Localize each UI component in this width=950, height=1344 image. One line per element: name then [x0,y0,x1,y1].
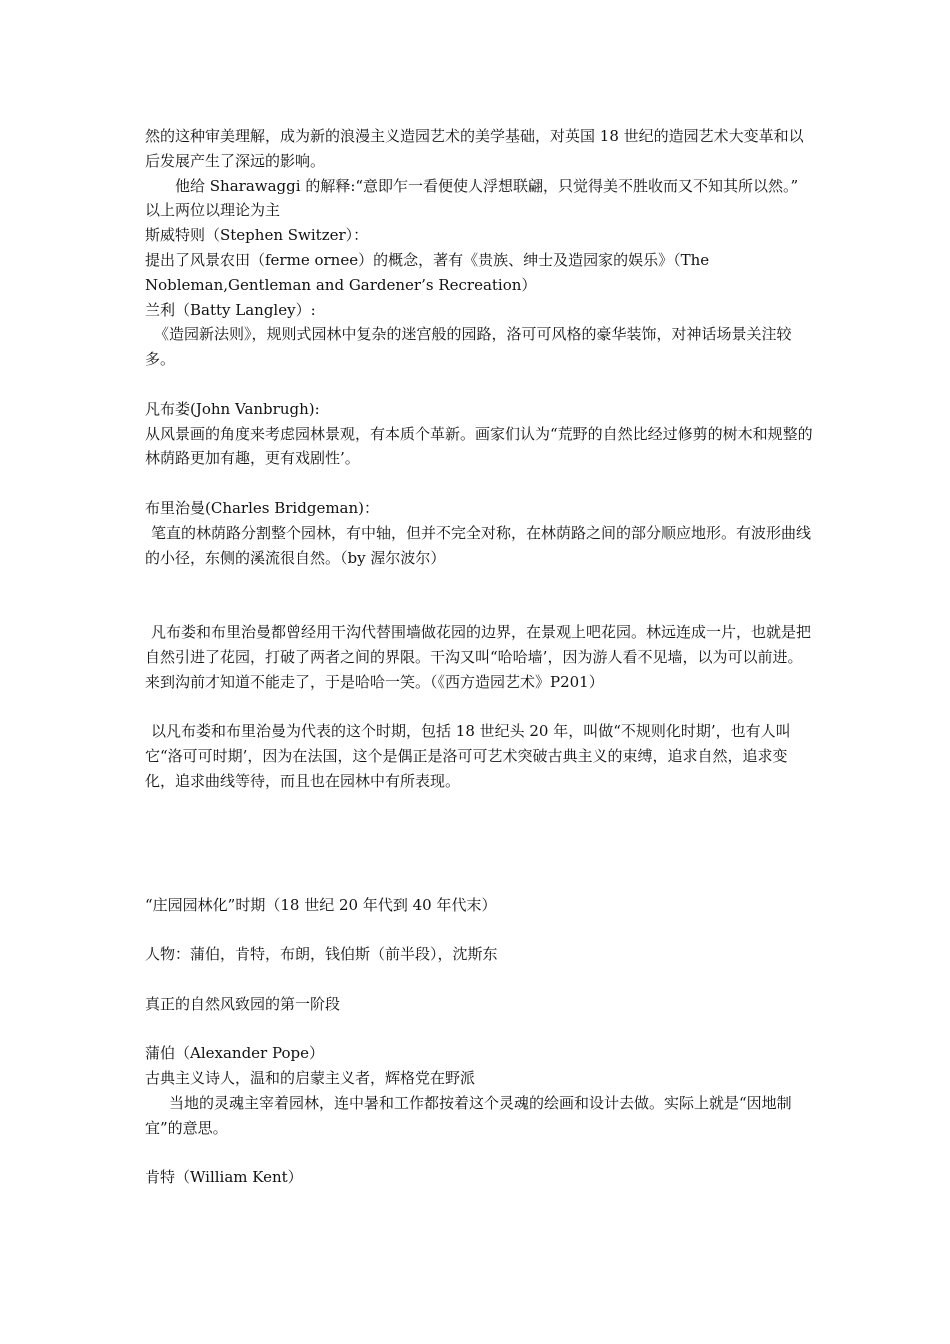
paragraph-sharawaggi: 他给 Sharawaggi 的解释:“意即乍一看便使人浮想联翩，只觉得美不胜收而又不知其所以然。” [175,176,799,195]
heading-kent: 肯特（William Kent） [145,1168,303,1187]
blank-line [145,1141,815,1166]
heading-estate-period: “庄园园林化”时期（18 世纪 20 年代到 40 年代末） [145,895,497,914]
blank-line [145,570,815,620]
paragraph-figures: 人物：蒲伯，肯特，布朗，钱伯斯（前半段），沈斯东 [145,945,498,964]
blank-line [145,918,815,943]
heading-langley: 兰利（Batty Langley）: [145,300,316,319]
heading-switzer: 斯威特则（Stephen Switzer）： [145,226,369,245]
paragraph-langley: 《造园新法则》，规则式园林中复杂的迷宫般的园路，洛可可风格的豪华装饰，对神话场景关注较多。 [145,325,792,369]
paragraph-theorists-note: 以上两位以理论为主 [145,201,281,220]
paragraph-bridgeman: 笔直的林荫路分割整个园林，有中轴，但并不完全对称，在林荫路之间的部分顺应地形。有波形曲线的小径，东侧的溪流很自然。（by 渥尔波尔） [145,523,812,567]
blank-line [145,694,815,719]
blank-line [145,372,815,397]
paragraph-vanbrugh: 从风景画的角度来考虑园林景观，有本质个革新。画家们认为“荒野的自然比经过修剪的树木和规整的林荫路更加有趣，更有戏剧性’。 [145,424,813,468]
heading-bridgeman: 布里治曼(Charles Bridgeman)： [145,498,379,517]
blank-line [145,843,815,893]
document-body [145,124,815,1190]
blank-line [145,1017,815,1042]
paragraph-pope-genius-loci: 当地的灵魂主宰着园林，连中暑和工作都按着这个灵魂的绘画和设计去做。实际上就是“因地制宜”的意思。 [145,1094,792,1137]
paragraph-first-stage: 真正的自然风致园的第一阶段 [145,994,341,1013]
paragraph-pope-bio: 古典主义诗人，温和的启蒙主义者，辉格党在野派 [145,1069,476,1088]
blank-line [145,794,815,844]
paragraph-haha-wall: 凡布娄和布里治曼都曾经用干沟代替围墙做花园的边界，在景观上吧花园。林远连成一片，也就是把自然引进了花园，打破了两者之间的界限。干沟又叫“哈哈墙’，因为游人看不见墙，以为可以前进。来到沟前才知道不能走了，于是哈哈一笑。（《西方造园艺术》P201） [145,622,812,691]
paragraph-irregular-period: 以凡布娄和布里治曼为代表的这个时期，包括 18 世纪头 20 年，叫做“不规则化时期’，也有人叫它“洛可可时期’，因为在法国，这个是偶正是洛可可艺术突破古典主义的束缚，追求自然，追求变化，追求曲线等待，而且也在园林中有所表现。 [145,722,791,790]
paragraph-switzer: 提出了风景农田（ferme ornee）的概念，著有《贵族、绅士及造园家的娱乐》（The Nobleman,Gentleman and Gardener’s Recreation） [145,250,710,294]
blank-line [145,967,815,992]
paragraph-aesthetic-basis: 然的这种审美理解，成为新的浪漫主义造园艺术的美学基础，对英国 18 世纪的造园艺术大变革和以后发展产生了深远的影响。 [145,127,804,170]
blank-line [145,471,815,496]
heading-pope: 蒲伯（Alexander Pope） [145,1044,324,1063]
heading-vanbrugh: 凡布娄(John Vanbrugh): [145,399,320,418]
